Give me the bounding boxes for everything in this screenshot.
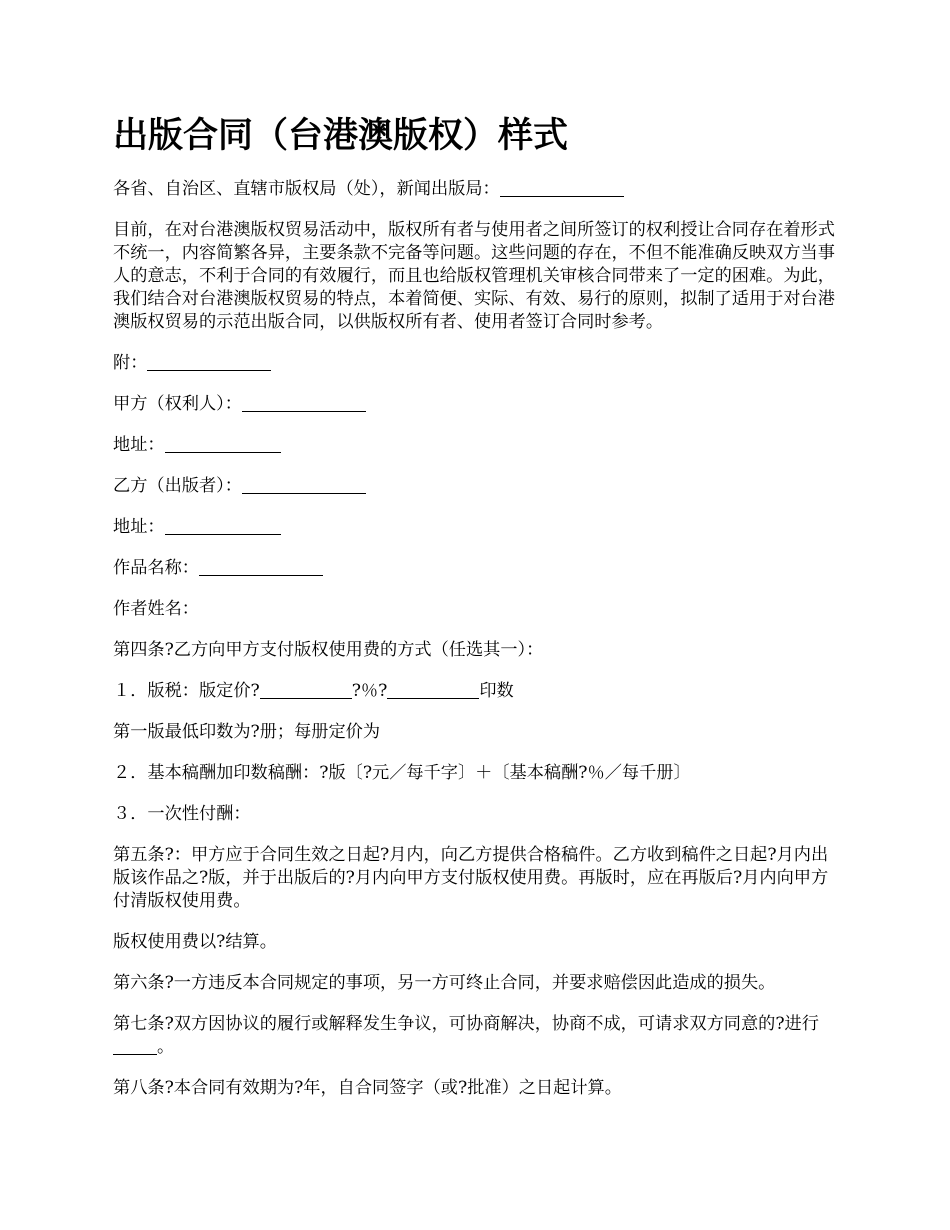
party-a-address-blank[interactable] (165, 435, 281, 453)
party-b-address-blank[interactable] (165, 517, 281, 535)
attachment-blank[interactable] (147, 353, 271, 371)
item1-price-blank[interactable] (260, 681, 352, 699)
party-b-address-label: 地址： (113, 517, 165, 537)
article-4: 第四条?乙方向甲方支付版权使用费的方式（任选其一）： (113, 640, 544, 660)
document-title: 出版合同（台港澳版权）样式 (113, 116, 569, 156)
party-b-blank[interactable] (242, 476, 366, 494)
work-name-label: 作品名称： (113, 558, 199, 578)
party-a-address-line (113, 434, 838, 457)
party-b-address-line (113, 516, 838, 539)
article-5: 第五条?：甲方应于合同生效之日起?月内，向乙方提供合格稿件。乙方收到稿件之日起?月内出版该作品之?版，并于出版后的?月内向甲方支付版权使用费。再版时，应在再版后?月内向甲方付清版权使用费。 (113, 845, 829, 911)
payment-item-1 (113, 680, 838, 703)
work-name-line (113, 557, 838, 580)
address-line (113, 178, 838, 201)
party-a-address-label: 地址： (113, 435, 165, 455)
party-a-line (113, 393, 838, 416)
item1-mid: ?％? (351, 681, 388, 701)
address-line-text: 各省、自治区、直辖市版权局（处），新闻出版局： (113, 179, 500, 199)
article-8: 第八条?本合同有效期为?年，自合同签字（或?批准）之日起计算。 (113, 1078, 622, 1098)
arbitration-blank[interactable] (113, 1037, 157, 1055)
party-b-line (113, 475, 838, 498)
address-blank[interactable] (500, 179, 624, 197)
intro-paragraph: 目前，在对台港澳版权贸易活动中，版权所有者与使用者之间所签订的权利授让合同存在着形式不统一，内容简繁各异，主要条款不完备等问题。这些问题的存在，不但不能准确反映双方当事人的意志，不利于合同的有效履行，而且也给版权管理机关审核合同带来了一定的困难。为此，我们结合对台港澳版权贸易的特点，本着简便、实际、有效、易行的原则，拟制了适用于对台港澳版权贸易的示范出版合同，以供版权所有者、使用者签订合同时参考。 (113, 220, 835, 332)
party-a-label: 甲方（权利人）： (113, 394, 242, 414)
author-name-line: 作者姓名： (113, 599, 199, 619)
first-edition-line: 第一版最低印数为?册；每册定价为 (113, 722, 381, 742)
payment-item-3: ３．一次性付酬： (113, 804, 251, 824)
settlement-line: 版权使用费以?结算。 (113, 932, 277, 952)
article-6: 第六条?一方违反本合同规定的事项，另一方可终止合同，并要求赔偿因此造成的损失。 (113, 973, 776, 993)
payment-item-2: ２．基本稿酬加印数稿酬：?版〔?元／每千字〕＋〔基本稿酬?％／每千册〕 (113, 763, 691, 783)
item1-prefix: １．版税：版定价? (113, 681, 260, 701)
work-name-blank[interactable] (199, 558, 323, 576)
attachment-label: 附： (113, 353, 148, 373)
party-b-label: 乙方（出版者）： (113, 476, 242, 496)
item1-suffix: 印数 (479, 681, 514, 701)
attachment-line (113, 352, 838, 375)
item1-rate-blank[interactable] (387, 681, 479, 699)
party-a-blank[interactable] (242, 394, 366, 412)
article-7-end: 。 (157, 1037, 175, 1057)
article-7-text: 第七条?双方因协议的履行或解释发生争议，可协商解决，协商不成，可请求双方同意的?进行 (113, 1014, 819, 1034)
article-7 (113, 1013, 838, 1059)
